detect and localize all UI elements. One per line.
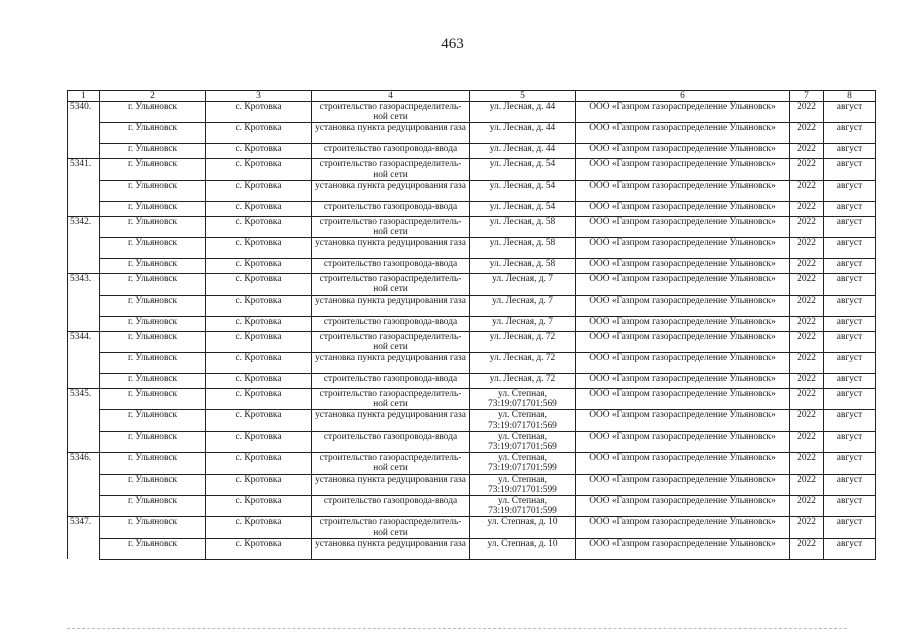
header-row: [68, 91, 876, 102]
cell-year: 2022: [790, 389, 824, 410]
table-row: [68, 474, 876, 495]
cell-month: август: [824, 353, 876, 374]
cell-month: август: [824, 410, 876, 431]
cell-month: август: [824, 102, 876, 123]
cell-village: с. Кротовка: [206, 274, 312, 295]
cell-org: ООО «Газпром газораспределение Ульяновск»: [576, 216, 790, 237]
cell-year: 2022: [790, 496, 824, 517]
cell-village: с. Кротовка: [206, 474, 312, 495]
cell-num: [68, 353, 100, 374]
table-row: [68, 238, 876, 259]
cell-village: с. Кротовка: [206, 144, 312, 159]
table-row: [68, 144, 876, 159]
cell-org: ООО «Газпром газораспределение Ульяновск»: [576, 453, 790, 474]
cell-work: строительство газораспределитель-ной сети: [312, 159, 470, 180]
table-row: [68, 517, 876, 538]
cell-year: 2022: [790, 295, 824, 316]
cell-work: установка пункта редуцирования газа: [312, 238, 470, 259]
cell-month: август: [824, 389, 876, 410]
cell-month: август: [824, 144, 876, 159]
cell-year: 2022: [790, 123, 824, 144]
cell-city: г. Ульяновск: [100, 517, 206, 538]
cell-addr: ул. Лесная, д. 58: [470, 216, 576, 237]
cell-year: 2022: [790, 453, 824, 474]
cell-work: строительство газопровода-ввода: [312, 374, 470, 389]
cell-year: 2022: [790, 431, 824, 452]
cell-village: с. Кротовка: [206, 259, 312, 274]
cell-work: строительство газопровода-ввода: [312, 201, 470, 216]
cell-addr: ул. Лесная, д. 7: [470, 316, 576, 331]
column-header: 8: [824, 91, 876, 102]
cell-num: [68, 295, 100, 316]
cell-month: август: [824, 474, 876, 495]
cell-org: ООО «Газпром газораспределение Ульяновск»: [576, 474, 790, 495]
table-row: [68, 331, 876, 352]
cell-num: [68, 410, 100, 431]
cell-num: [68, 474, 100, 495]
cell-city: г. Ульяновск: [100, 331, 206, 352]
cell-work: строительство газораспределитель-ной сети: [312, 102, 470, 123]
cell-work: строительство газопровода-ввода: [312, 496, 470, 517]
cell-year: 2022: [790, 259, 824, 274]
cell-village: с. Кротовка: [206, 295, 312, 316]
cell-addr: ул. Степная, д. 10: [470, 517, 576, 538]
cell-year: 2022: [790, 474, 824, 495]
cell-year: 2022: [790, 410, 824, 431]
cell-year: 2022: [790, 331, 824, 352]
table-row: [68, 216, 876, 237]
table-row: [68, 374, 876, 389]
table-row: [68, 316, 876, 331]
cell-month: август: [824, 216, 876, 237]
cell-addr: ул. Лесная, д. 72: [470, 374, 576, 389]
cell-work: строительство газопровода-ввода: [312, 144, 470, 159]
cell-num: 5342.: [68, 216, 100, 237]
cell-city: г. Ульяновск: [100, 353, 206, 374]
cell-month: август: [824, 517, 876, 538]
cell-num: [68, 180, 100, 201]
cell-city: г. Ульяновск: [100, 123, 206, 144]
cell-month: август: [824, 259, 876, 274]
cell-village: с. Кротовка: [206, 216, 312, 237]
cell-city: г. Ульяновск: [100, 316, 206, 331]
cell-month: август: [824, 238, 876, 259]
cell-num: [68, 144, 100, 159]
cell-month: август: [824, 201, 876, 216]
cell-work: установка пункта редуцирования газа: [312, 123, 470, 144]
cell-city: г. Ульяновск: [100, 496, 206, 517]
cell-num: [68, 238, 100, 259]
table-row: [68, 259, 876, 274]
cell-city: г. Ульяновск: [100, 453, 206, 474]
cell-org: ООО «Газпром газораспределение Ульяновск»: [576, 238, 790, 259]
cell-village: с. Кротовка: [206, 538, 312, 559]
cell-num: 5346.: [68, 453, 100, 474]
cell-org: ООО «Газпром газораспределение Ульяновск»: [576, 496, 790, 517]
cell-num: [68, 538, 100, 559]
cell-year: 2022: [790, 102, 824, 123]
cell-city: г. Ульяновск: [100, 180, 206, 201]
cell-work: установка пункта редуцирования газа: [312, 295, 470, 316]
table-row: [68, 431, 876, 452]
cell-work: строительство газораспределитель-ной сети: [312, 331, 470, 352]
cell-addr: ул. Лесная, д. 54: [470, 201, 576, 216]
table-row: [68, 389, 876, 410]
cell-work: установка пункта редуцирования газа: [312, 538, 470, 559]
cell-work: строительство газораспределитель-ной сети: [312, 453, 470, 474]
column-header: 5: [470, 91, 576, 102]
cell-org: ООО «Газпром газораспределение Ульяновск»: [576, 295, 790, 316]
table-row: [68, 538, 876, 559]
cell-year: 2022: [790, 201, 824, 216]
cell-org: ООО «Газпром газораспределение Ульяновск»: [576, 201, 790, 216]
cell-city: г. Ульяновск: [100, 431, 206, 452]
cell-city: г. Ульяновск: [100, 410, 206, 431]
cell-org: ООО «Газпром газораспределение Ульяновск»: [576, 374, 790, 389]
cell-work: установка пункта редуцирования газа: [312, 353, 470, 374]
cell-year: 2022: [790, 238, 824, 259]
cell-org: ООО «Газпром газораспределение Ульяновск»: [576, 316, 790, 331]
cell-addr: ул. Степная, д. 10: [470, 538, 576, 559]
cell-month: август: [824, 374, 876, 389]
column-header: 4: [312, 91, 470, 102]
cell-addr: ул. Лесная, д. 44: [470, 144, 576, 159]
cell-month: август: [824, 180, 876, 201]
cell-city: г. Ульяновск: [100, 374, 206, 389]
cell-village: с. Кротовка: [206, 374, 312, 389]
cell-num: 5345.: [68, 389, 100, 410]
cell-village: с. Кротовка: [206, 201, 312, 216]
cell-month: август: [824, 274, 876, 295]
cell-year: 2022: [790, 517, 824, 538]
cell-city: г. Ульяновск: [100, 201, 206, 216]
cell-city: г. Ульяновск: [100, 474, 206, 495]
cell-city: г. Ульяновск: [100, 238, 206, 259]
cell-num: [68, 201, 100, 216]
cell-village: с. Кротовка: [206, 389, 312, 410]
cell-village: с. Кротовка: [206, 238, 312, 259]
cell-addr: ул. Лесная, д. 72: [470, 353, 576, 374]
cell-addr: ул. Лесная, д. 54: [470, 180, 576, 201]
cell-city: г. Ульяновск: [100, 216, 206, 237]
cell-num: [68, 123, 100, 144]
table-row: [68, 353, 876, 374]
cell-addr: ул. Степная, 73:19:071701:569: [470, 389, 576, 410]
cell-month: август: [824, 159, 876, 180]
column-header: 2: [100, 91, 206, 102]
cell-year: 2022: [790, 159, 824, 180]
table-row: [68, 496, 876, 517]
cell-village: с. Кротовка: [206, 517, 312, 538]
cell-addr: ул. Лесная, д. 44: [470, 123, 576, 144]
cell-city: г. Ульяновск: [100, 102, 206, 123]
cell-village: с. Кротовка: [206, 431, 312, 452]
table-row: [68, 180, 876, 201]
cell-org: ООО «Газпром газораспределение Ульяновск»: [576, 102, 790, 123]
cell-month: август: [824, 331, 876, 352]
cell-village: с. Кротовка: [206, 353, 312, 374]
table-row: [68, 123, 876, 144]
cell-org: ООО «Газпром газораспределение Ульяновск»: [576, 159, 790, 180]
cell-year: 2022: [790, 538, 824, 559]
cell-year: 2022: [790, 353, 824, 374]
cell-city: г. Ульяновск: [100, 274, 206, 295]
cell-village: с. Кротовка: [206, 496, 312, 517]
column-header: 3: [206, 91, 312, 102]
cell-num: 5344.: [68, 331, 100, 352]
cell-city: г. Ульяновск: [100, 389, 206, 410]
table-row: [68, 201, 876, 216]
cell-month: август: [824, 123, 876, 144]
cell-month: август: [824, 295, 876, 316]
cell-year: 2022: [790, 316, 824, 331]
page-number: 463: [441, 36, 464, 52]
cell-work: установка пункта редуцирования газа: [312, 180, 470, 201]
cell-work: строительство газораспределитель-ной сети: [312, 274, 470, 295]
cell-org: ООО «Газпром газораспределение Ульяновск»: [576, 538, 790, 559]
column-header: 6: [576, 91, 790, 102]
cell-year: 2022: [790, 144, 824, 159]
cell-num: [68, 431, 100, 452]
table-row: [68, 410, 876, 431]
cell-city: г. Ульяновск: [100, 538, 206, 559]
cell-org: ООО «Газпром газораспределение Ульяновск»: [576, 123, 790, 144]
cell-org: ООО «Газпром газораспределение Ульяновск»: [576, 259, 790, 274]
table-row: [68, 159, 876, 180]
column-header: 7: [790, 91, 824, 102]
cell-village: с. Кротовка: [206, 316, 312, 331]
cell-work: строительство газопровода-ввода: [312, 316, 470, 331]
cell-village: с. Кротовка: [206, 159, 312, 180]
cell-month: август: [824, 496, 876, 517]
cell-addr: ул. Лесная, д. 58: [470, 238, 576, 259]
cell-city: г. Ульяновск: [100, 159, 206, 180]
table-row: [68, 274, 876, 295]
table-row: [68, 102, 876, 123]
cell-addr: ул. Лесная, д. 44: [470, 102, 576, 123]
column-header: 1: [68, 91, 100, 102]
cell-num: [68, 496, 100, 517]
cell-year: 2022: [790, 374, 824, 389]
cell-addr: ул. Лесная, д. 7: [470, 295, 576, 316]
table-row: [68, 295, 876, 316]
page-bottom-rule: [67, 628, 847, 629]
registry-table: [67, 90, 876, 560]
cell-num: 5341.: [68, 159, 100, 180]
cell-org: ООО «Газпром газораспределение Ульяновск»: [576, 389, 790, 410]
cell-addr: ул. Степная, 73:19:071701:599: [470, 496, 576, 517]
cell-year: 2022: [790, 274, 824, 295]
cell-org: ООО «Газпром газораспределение Ульяновск»: [576, 431, 790, 452]
cell-work: строительство газопровода-ввода: [312, 259, 470, 274]
cell-city: г. Ульяновск: [100, 259, 206, 274]
cell-month: август: [824, 453, 876, 474]
cell-num: 5347.: [68, 517, 100, 538]
cell-org: ООО «Газпром газораспределение Ульяновск»: [576, 144, 790, 159]
cell-addr: ул. Лесная, д. 58: [470, 259, 576, 274]
cell-num: [68, 316, 100, 331]
cell-org: ООО «Газпром газораспределение Ульяновск»: [576, 353, 790, 374]
cell-city: г. Ульяновск: [100, 295, 206, 316]
cell-org: ООО «Газпром газораспределение Ульяновск»: [576, 180, 790, 201]
cell-month: август: [824, 538, 876, 559]
cell-city: г. Ульяновск: [100, 144, 206, 159]
cell-village: с. Кротовка: [206, 410, 312, 431]
cell-year: 2022: [790, 216, 824, 237]
cell-village: с. Кротовка: [206, 102, 312, 123]
cell-num: 5340.: [68, 102, 100, 123]
cell-addr: ул. Лесная, д. 72: [470, 331, 576, 352]
cell-village: с. Кротовка: [206, 453, 312, 474]
cell-year: 2022: [790, 180, 824, 201]
cell-work: строительство газораспределитель-ной сети: [312, 517, 470, 538]
cell-org: ООО «Газпром газораспределение Ульяновск»: [576, 517, 790, 538]
cell-addr: ул. Степная, 73:19:071701:569: [470, 410, 576, 431]
cell-org: ООО «Газпром газораспределение Ульяновск»: [576, 274, 790, 295]
cell-work: установка пункта редуцирования газа: [312, 410, 470, 431]
cell-addr: ул. Лесная, д. 54: [470, 159, 576, 180]
cell-addr: ул. Степная, 73:19:071701:599: [470, 453, 576, 474]
cell-work: строительство газораспределитель-ной сети: [312, 389, 470, 410]
cell-month: август: [824, 431, 876, 452]
cell-month: август: [824, 316, 876, 331]
cell-village: с. Кротовка: [206, 123, 312, 144]
cell-num: [68, 259, 100, 274]
cell-work: установка пункта редуцирования газа: [312, 474, 470, 495]
cell-village: с. Кротовка: [206, 331, 312, 352]
cell-addr: ул. Лесная, д. 7: [470, 274, 576, 295]
cell-work: строительство газопровода-ввода: [312, 431, 470, 452]
cell-num: 5343.: [68, 274, 100, 295]
cell-addr: ул. Степная, 73:19:071701:569: [470, 431, 576, 452]
cell-addr: ул. Степная, 73:19:071701:599: [470, 474, 576, 495]
cell-org: ООО «Газпром газораспределение Ульяновск»: [576, 331, 790, 352]
cell-village: с. Кротовка: [206, 180, 312, 201]
cell-work: строительство газораспределитель-ной сети: [312, 216, 470, 237]
cell-org: ООО «Газпром газораспределение Ульяновск»: [576, 410, 790, 431]
cell-num: [68, 374, 100, 389]
table-row: [68, 453, 876, 474]
